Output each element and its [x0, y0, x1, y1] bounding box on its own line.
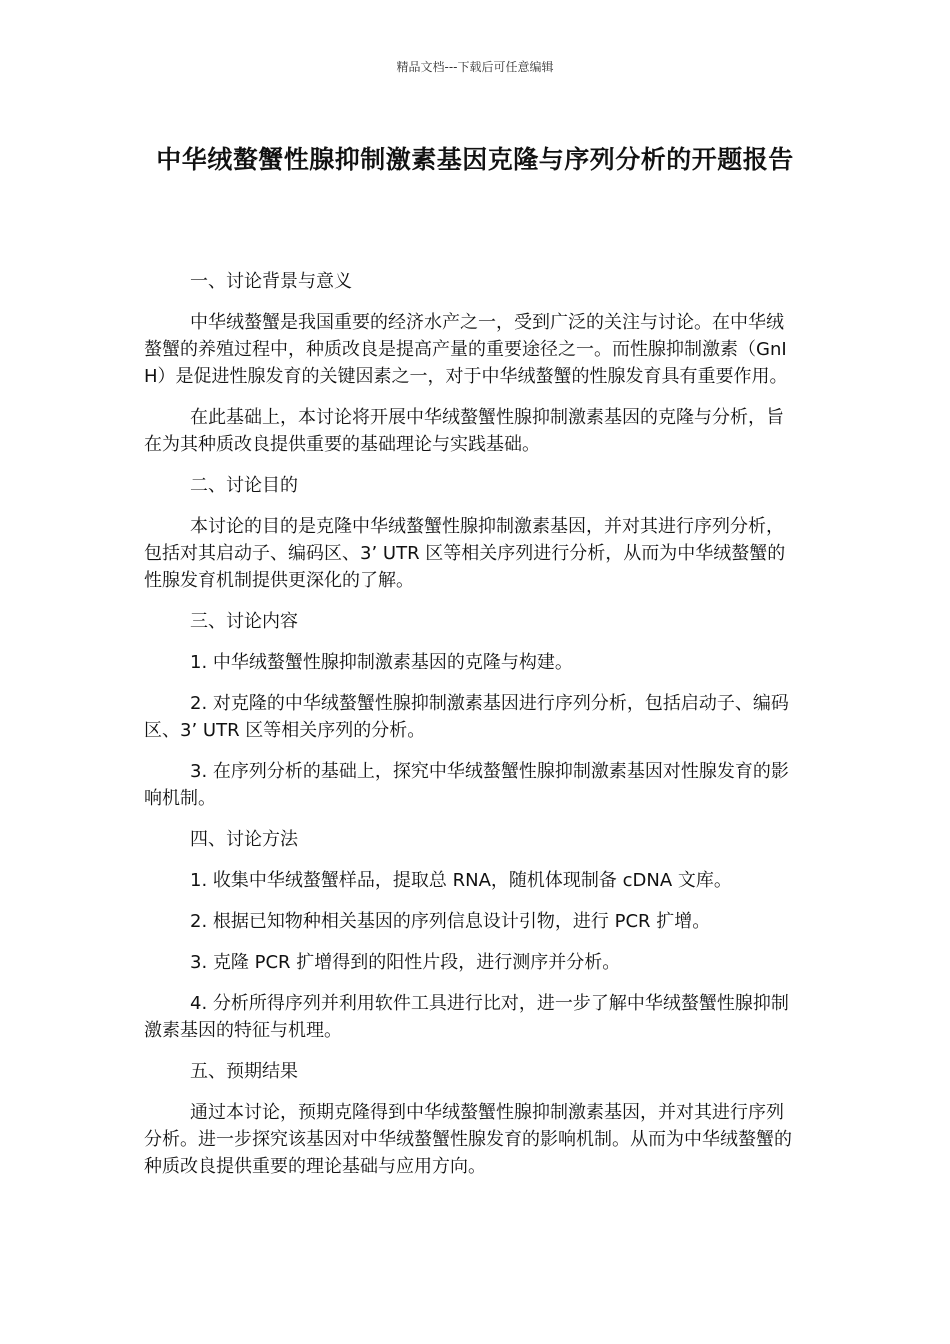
paragraph-results: 通过本讨论，预期克隆得到中华绒螯蟹性腺抑制激素基因，并对其进行序列分析。进一步探究该基因对中华绒螯蟹性腺发育的影响机制。从而为中华绒螯蟹的种质改良提供重要的理论基础与应用方向。 — [144, 1102, 792, 1177]
paragraph-purpose: 本讨论的目的是克隆中华绒螯蟹性腺抑制激素基因，并对其进行序列分析，包括对其启动子、编码区、3’ UTR 区等相关序列进行分析，从而为中华绒螯蟹的性腺发育机制提供更深化的了解。 — [144, 516, 786, 591]
list-item-method-3: 3. 克隆 PCR 扩增得到的阳性片段，进行测序并分析。 — [190, 952, 621, 973]
list-item-content-3: 3. 在序列分析的基础上，探究中华绒螯蟹性腺抑制激素基因对性腺发育的影响机制。 — [144, 761, 789, 809]
section-heading-methods: 四、讨论方法 — [190, 829, 298, 850]
list-item-method-4: 4. 分析所得序列并利用软件工具进行比对，进一步了解中华绒螯蟹性腺抑制激素基因的特征与机理。 — [144, 993, 789, 1041]
section-heading-background: 一、讨论背景与意义 — [190, 271, 352, 292]
document-body — [144, 268, 800, 1194]
list-item-content-2: 2. 对克隆的中华绒螯蟹性腺抑制激素基因进行序列分析，包括启动子、编码区、3’ UTR 区等相关序列的分析。 — [144, 693, 789, 741]
page-header: 精品文档---下载后可任意编辑 — [396, 60, 554, 74]
section-heading-content: 三、讨论内容 — [190, 611, 298, 632]
section-heading-purpose: 二、讨论目的 — [190, 475, 298, 496]
section-heading-results: 五、预期结果 — [190, 1061, 298, 1082]
list-item-content-1: 1. 中华绒螯蟹性腺抑制激素基因的克隆与构建。 — [190, 652, 573, 673]
document-title: 中华绒螯蟹性腺抑制激素基因克隆与序列分析的开题报告 — [156, 145, 794, 174]
paragraph-background: 中华绒螯蟹是我国重要的经济水产之一，受到广泛的关注与讨论。在中华绒螯蟹的养殖过程中，种质改良是提高产量的重要途径之一。而性腺抑制激素（GnIH）是促进性腺发育的关键因素之一，对于中华绒螯蟹的性腺发育具有重要作用。 — [144, 312, 788, 387]
list-item-method-1: 1. 收集中华绒螯蟹样品，提取总 RNA，随机体现制备 cDNA 文库。 — [190, 870, 732, 891]
paragraph-aim-intro: 在此基础上，本讨论将开展中华绒螯蟹性腺抑制激素基因的克隆与分析，旨在为其种质改良提供重要的基础理论与实践基础。 — [144, 407, 784, 455]
list-item-method-2: 2. 根据已知物种相关基因的序列信息设计引物，进行 PCR 扩增。 — [190, 911, 711, 932]
